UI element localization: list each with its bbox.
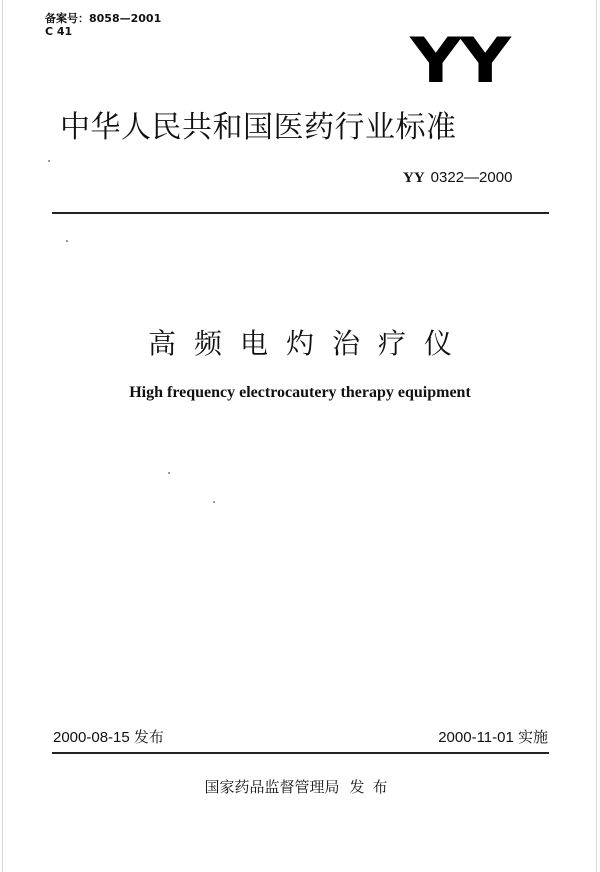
record-number: 备案号：8058—2001 [45,12,162,25]
implementation-date: 2000-11-01 实施 [438,729,548,746]
issue-date: 2000-08-15 发布 [53,729,164,746]
scan-speck [66,240,68,242]
publisher-name: 国家药品监督管理局 [204,778,340,796]
standard-number [403,169,512,187]
title-chinese: 高频电灼治疗仪 [147,327,470,360]
ccs-code: C 41 [45,25,73,38]
standard-body-title: 中华人民共和国医药行业标准 [60,110,457,145]
scan-speck [213,501,215,503]
publisher-line [0,776,600,798]
bottom-divider [52,752,549,754]
scan-edge-right [596,0,597,872]
title-english: High frequency electrocautery therapy equipment [129,384,471,401]
publisher-verb: 发布 [349,778,396,796]
scan-speck [168,472,170,474]
scan-speck [48,160,50,162]
scan-edge-left [2,0,3,872]
yy-logo: YY [410,24,509,97]
standard-number-prefix: YY [403,170,425,186]
top-divider [52,212,549,214]
standard-number-value: 0322—2000 [430,169,513,186]
